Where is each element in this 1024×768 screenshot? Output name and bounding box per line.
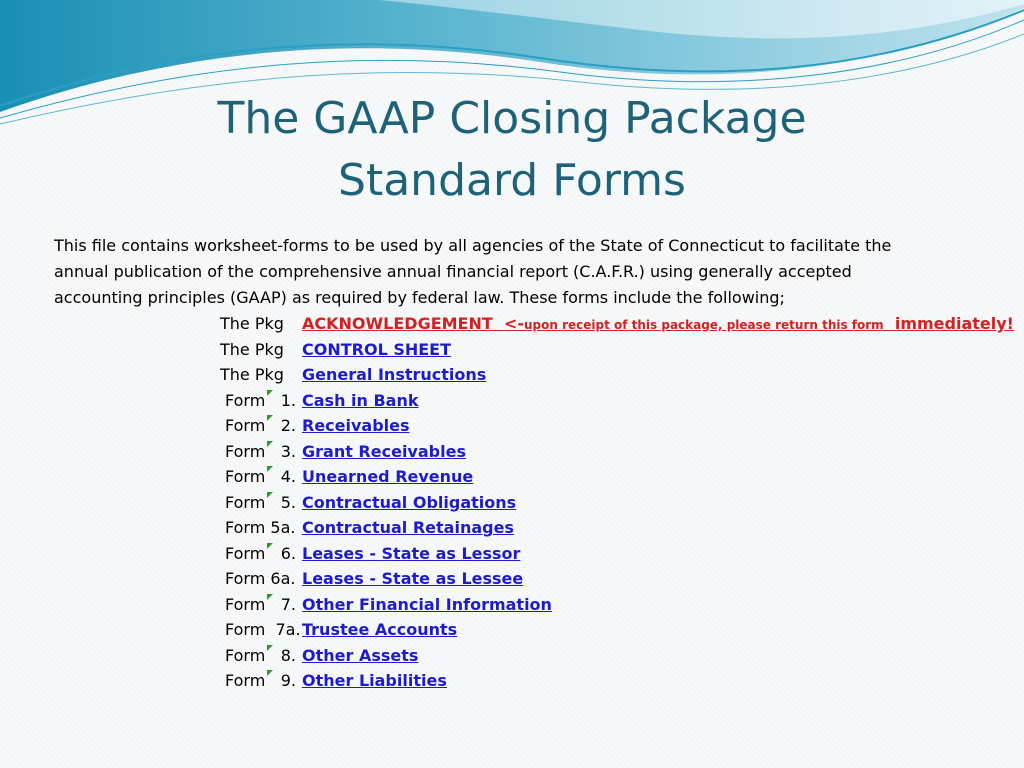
leases-state-as-lessor-link[interactable]: Leases - State as Lessor: [302, 543, 521, 563]
row-prefix: Form: [225, 467, 266, 486]
control-sheet-link[interactable]: CONTROL SHEET: [302, 339, 452, 359]
acknowledgement-arrow: <-: [503, 314, 524, 333]
intro-line-1: This file contains worksheet-forms to be used by all agencies of the State of Connecticut to facilitate the: [54, 236, 892, 255]
unearned-revenue-link[interactable]: Unearned Revenue: [302, 467, 474, 486]
title-line-2: Standard Forms: [338, 155, 686, 206]
row-prefix: Form 6a.: [225, 569, 296, 588]
list-item-form-6: [0, 541, 1024, 567]
row-prefix: The Pkg: [220, 314, 284, 333]
list-item-control-sheet: [0, 337, 1024, 363]
list-item-form-4: [0, 464, 1024, 490]
acknowledgement-link[interactable]: [302, 311, 1014, 338]
title-line-1: The GAAP Closing Package: [217, 93, 807, 144]
row-prefix: Form: [225, 492, 266, 512]
row-prefix: The Pkg: [220, 365, 284, 384]
form-number: 4.: [280, 467, 296, 486]
list-item-form-5a: [0, 515, 1024, 541]
intro-paragraph: [54, 233, 974, 311]
page-title: [0, 88, 1024, 212]
receivables-link[interactable]: Receivables: [302, 416, 410, 435]
leases-state-as-lessee-link[interactable]: Leases - State as Lessee: [302, 569, 524, 588]
form-number: 9.: [280, 671, 296, 690]
forms-list: [0, 311, 1024, 694]
list-item-general-instructions: [0, 362, 1024, 388]
contractual-retainages-link[interactable]: Contractual Retainages: [302, 518, 514, 537]
row-prefix: Form: [225, 543, 266, 563]
row-prefix: Form: [225, 594, 266, 614]
list-item-form-7: [0, 592, 1024, 618]
form-number: 2.: [280, 416, 296, 435]
list-item-form-1: [0, 388, 1024, 414]
form-number: 3.: [280, 441, 296, 461]
list-item-form-9: [0, 668, 1024, 694]
row-prefix: Form: [225, 390, 266, 410]
list-item-form-3: [0, 439, 1024, 465]
other-liabilities-link[interactable]: Other Liabilities: [302, 671, 447, 690]
row-prefix: Form 7a.: [225, 620, 301, 639]
other-financial-information-link[interactable]: Other Financial Information: [302, 594, 552, 614]
form-number: 6.: [280, 543, 296, 563]
row-prefix: Form: [225, 671, 266, 690]
row-prefix: The Pkg: [220, 339, 284, 359]
form-number: 8.: [280, 645, 296, 665]
cash-in-bank-link[interactable]: Cash in Bank: [302, 390, 419, 410]
list-item-form-7a: [0, 617, 1024, 643]
grant-receivables-link[interactable]: Grant Receivables: [302, 441, 466, 461]
row-prefix: Form 5a.: [225, 518, 296, 537]
form-number: 7.: [280, 594, 296, 614]
acknowledgement-link-label: ACKNOWLEDGEMENT: [302, 314, 493, 333]
form-number: 5.: [280, 492, 296, 512]
other-assets-link[interactable]: Other Assets: [302, 645, 419, 665]
form-number: 1.: [280, 390, 296, 410]
row-prefix: Form: [225, 441, 266, 461]
list-item-acknowledgement: [0, 311, 1024, 337]
row-prefix: Form: [225, 416, 266, 435]
acknowledgement-note: upon receipt of this package, please return this form: [523, 318, 884, 332]
list-item-form-8: [0, 643, 1024, 669]
general-instructions-link[interactable]: General Instructions: [302, 365, 487, 384]
acknowledgement-emphasis: immediately!: [894, 314, 1014, 333]
intro-line-2: annual publication of the comprehensive annual financial report (C.A.F.R.) using generally accepted: [54, 262, 852, 281]
intro-line-3: accounting principles (GAAP) as required by federal law. These forms include the following;: [54, 288, 785, 307]
list-item-form-6a: [0, 566, 1024, 592]
list-item-form-2: [0, 413, 1024, 439]
list-item-form-5: [0, 490, 1024, 516]
trustee-accounts-link[interactable]: Trustee Accounts: [302, 620, 458, 639]
contractual-obligations-link[interactable]: Contractual Obligations: [302, 492, 517, 512]
row-prefix: Form: [225, 645, 266, 665]
